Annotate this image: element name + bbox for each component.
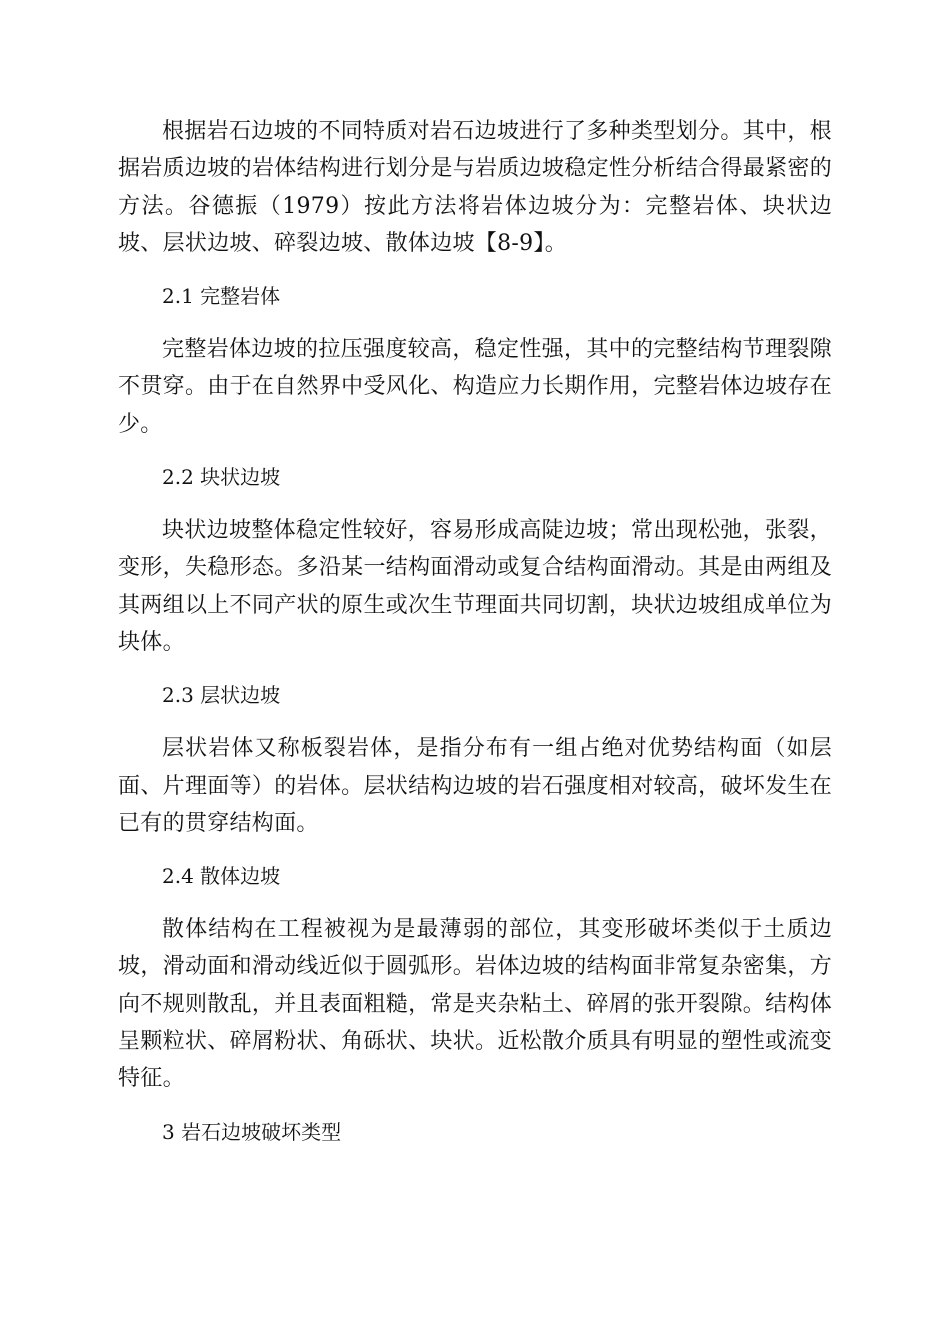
intro-paragraph: 根据岩石边坡的不同特质对岩石边坡进行了多种类型划分。其中，根据岩质边坡的岩体结构进行划分是与岩质边坡稳定性分析结合得最紧密的方法。谷德振（1979）按此方法将岩体边坡分为：完整岩体、块状边坡、层状边坡、碎裂边坡、散体边坡【8-9】。 [118,119,832,256]
section-heading-2-1: 2.1 完整岩体 [162,284,281,309]
section-text-2-1: 完整岩体边坡的拉压强度较高，稳定性强，其中的完整结构节理裂隙不贯穿。由于在自然界中受风化、构造应力长期作用，完整岩体边坡存在少。 [118,337,832,437]
section-text-2-3: 层状岩体又称板裂岩体，是指分布有一组占绝对优势结构面（如层面、片理面等）的岩体。层状结构边坡的岩石强度相对较高，破坏发生在已有的贯穿结构面。 [118,736,832,836]
section-text-2-4: 散体结构在工程被视为是最薄弱的部位，其变形破坏类似于土质边坡，滑动面和滑动线近似于圆弧形。岩体边坡的结构面非常复杂密集，方向不规则散乱，并且表面粗糙，常是夹杂粘土、碎屑的张开裂隙。结构体呈颗粒状、碎屑粉状、角砾状、块状。近松散介质具有明显的塑性或流变特征。 [118,917,832,1092]
section-heading-2-3: 2.3 层状边坡 [162,683,281,708]
section-text-2-2: 块状边坡整体稳定性较好，容易形成高陡边坡；常出现松弛，张裂，变形，失稳形态。多沿某一结构面滑动或复合结构面滑动。其是由两组及其两组以上不同产状的原生或次生节理面共同切割，块状边坡组成单位为块体。 [118,518,832,655]
section-heading-2-2: 2.2 块状边坡 [162,465,281,490]
section-heading-2-4: 2.4 散体边坡 [162,864,281,889]
section-heading-3: 3 岩石边坡破坏类型 [162,1119,342,1144]
